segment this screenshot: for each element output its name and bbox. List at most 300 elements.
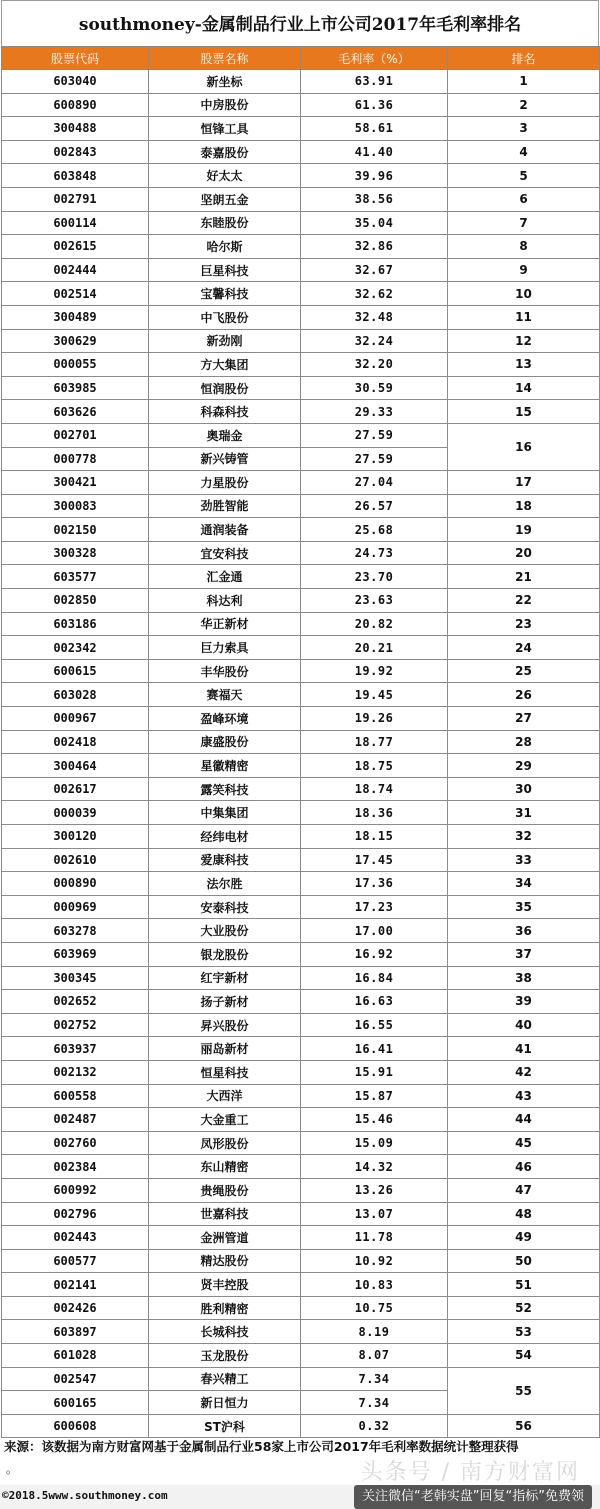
- rank-cell: 52: [448, 1296, 600, 1320]
- stock-code-cell: 300120: [2, 825, 149, 849]
- gross-margin-cell: 32.48: [301, 305, 448, 329]
- stock-name-cell: 中房股份: [149, 93, 301, 117]
- table-row: [2, 707, 600, 731]
- stock-code-cell: 600890: [2, 93, 149, 117]
- rank-cell: 38: [448, 966, 600, 990]
- stock-code-cell: 002547: [2, 1367, 149, 1391]
- gross-margin-cell: 15.91: [301, 1060, 448, 1084]
- stock-name-cell: 大西洋: [149, 1084, 301, 1108]
- table-row: [2, 1178, 600, 1202]
- watermark: 头条号 / 南方财富网: [360, 1460, 580, 1485]
- rank-cell: 54: [448, 1344, 600, 1368]
- bottom-bar: [0, 1485, 600, 1509]
- table-row: [2, 1273, 600, 1297]
- gross-margin-cell: 16.55: [301, 1013, 448, 1037]
- stock-name-cell: 贤丰控股: [149, 1273, 301, 1297]
- gross-margin-cell: 20.82: [301, 612, 448, 636]
- rank-cell: 13: [448, 353, 600, 377]
- rank-cell: 36: [448, 919, 600, 943]
- rank-cell: 15: [448, 400, 600, 424]
- stock-code-cell: 603848: [2, 164, 149, 188]
- stock-code-cell: 300328: [2, 541, 149, 565]
- table-row: [2, 1155, 600, 1179]
- stock-code-cell: 002752: [2, 1013, 149, 1037]
- stock-name-cell: 中集集团: [149, 801, 301, 825]
- gross-margin-cell: 19.26: [301, 707, 448, 731]
- stock-code-cell: 002514: [2, 282, 149, 306]
- table-row: [2, 848, 600, 872]
- stock-name-cell: 贵绳股份: [149, 1178, 301, 1202]
- table-row: [2, 801, 600, 825]
- stock-code-cell: 002426: [2, 1296, 149, 1320]
- table-row: [2, 93, 600, 117]
- stock-name-cell: 露笑科技: [149, 777, 301, 801]
- table-row: [2, 376, 600, 400]
- rank-cell: 37: [448, 942, 600, 966]
- rank-cell: 23: [448, 612, 600, 636]
- rank-cell: 26: [448, 683, 600, 707]
- stock-code-cell: 000890: [2, 872, 149, 896]
- table-row: [2, 1202, 600, 1226]
- stock-name-cell: 安泰科技: [149, 895, 301, 919]
- site-url: ©2018.5www.southmoney.com: [2, 1489, 168, 1502]
- stock-name-cell: 精达股份: [149, 1249, 301, 1273]
- gross-margin-cell: 61.36: [301, 93, 448, 117]
- rank-cell: 19: [448, 518, 600, 542]
- gross-margin-cell: 19.45: [301, 683, 448, 707]
- table-row: [2, 1037, 600, 1061]
- table-row: [2, 1108, 600, 1132]
- stock-name-cell: 丰华股份: [149, 659, 301, 683]
- stock-name-cell: 宝馨科技: [149, 282, 301, 306]
- stock-code-cell: 603278: [2, 919, 149, 943]
- stock-code-cell: 600992: [2, 1178, 149, 1202]
- stock-name-cell: 泰嘉股份: [149, 140, 301, 164]
- stock-name-cell: ST沪科: [149, 1414, 301, 1438]
- stock-code-cell: 603897: [2, 1320, 149, 1344]
- stock-name-cell: 经纬电材: [149, 825, 301, 849]
- table-row: [2, 117, 600, 141]
- gross-margin-cell: 32.86: [301, 235, 448, 259]
- stock-code-cell: 002444: [2, 258, 149, 282]
- stock-code-cell: 600114: [2, 211, 149, 235]
- wechat-banner: 关注微信“老韩实盘”回复“指标”免费领: [354, 1485, 592, 1509]
- gross-margin-cell: 13.26: [301, 1178, 448, 1202]
- rank-cell: 45: [448, 1131, 600, 1155]
- stock-code-cell: 600608: [2, 1414, 149, 1438]
- gross-margin-cell: 17.36: [301, 872, 448, 896]
- gross-margin-cell: 41.40: [301, 140, 448, 164]
- rank-cell: 18: [448, 494, 600, 518]
- table-row: [2, 518, 600, 542]
- stock-code-cell: 300488: [2, 117, 149, 141]
- gross-margin-cell: 24.73: [301, 541, 448, 565]
- table-row: [2, 990, 600, 1014]
- rank-cell: 3: [448, 117, 600, 141]
- stock-code-cell: 603577: [2, 565, 149, 589]
- stock-code-cell: 603040: [2, 70, 149, 94]
- table-row: [2, 164, 600, 188]
- rank-cell: 34: [448, 872, 600, 896]
- stock-name-cell: 星徽精密: [149, 754, 301, 778]
- stock-name-cell: 大业股份: [149, 919, 301, 943]
- table-row: [2, 140, 600, 164]
- gross-margin-cell: 35.04: [301, 211, 448, 235]
- rank-cell: 14: [448, 376, 600, 400]
- rank-cell: 48: [448, 1202, 600, 1226]
- gross-margin-cell: 23.70: [301, 565, 448, 589]
- stock-name-cell: 通润装备: [149, 518, 301, 542]
- gross-margin-cell: 18.36: [301, 801, 448, 825]
- rank-cell: 46: [448, 1155, 600, 1179]
- gross-margin-cell: 17.23: [301, 895, 448, 919]
- stock-name-cell: 东山精密: [149, 1155, 301, 1179]
- stock-name-cell: 长城科技: [149, 1320, 301, 1344]
- table-row: [2, 1131, 600, 1155]
- gross-margin-cell: 32.67: [301, 258, 448, 282]
- stock-name-cell: 凤形股份: [149, 1131, 301, 1155]
- stock-name-cell: 法尔胜: [149, 872, 301, 896]
- stock-name-cell: 力星股份: [149, 471, 301, 495]
- gross-margin-cell: 18.74: [301, 777, 448, 801]
- header-stock-code: 股票代码: [2, 47, 149, 70]
- gross-margin-cell: 39.96: [301, 164, 448, 188]
- stock-code-cell: 002487: [2, 1108, 149, 1132]
- rank-cell: 53: [448, 1320, 600, 1344]
- stock-code-cell: 300489: [2, 305, 149, 329]
- stock-name-cell: 新兴铸管: [149, 447, 301, 471]
- stock-name-cell: 恒锋工具: [149, 117, 301, 141]
- table-row: [2, 423, 600, 447]
- rank-cell: 33: [448, 848, 600, 872]
- source-note-tail: 。: [6, 1462, 19, 1476]
- stock-name-cell: 巨力索具: [149, 636, 301, 660]
- gross-margin-cell: 29.33: [301, 400, 448, 424]
- gross-margin-cell: 23.63: [301, 589, 448, 613]
- stock-code-cell: 002791: [2, 187, 149, 211]
- stock-name-cell: 恒星科技: [149, 1060, 301, 1084]
- rank-cell: 12: [448, 329, 600, 353]
- table-row: [2, 966, 600, 990]
- table-row: [2, 754, 600, 778]
- stock-code-cell: 002342: [2, 636, 149, 660]
- table-row: [2, 1226, 600, 1250]
- stock-code-cell: 300345: [2, 966, 149, 990]
- rank-cell: 43: [448, 1084, 600, 1108]
- gross-margin-cell: 10.92: [301, 1249, 448, 1273]
- gross-margin-cell: 58.61: [301, 117, 448, 141]
- stock-code-cell: 002150: [2, 518, 149, 542]
- table-row: [2, 471, 600, 495]
- stock-code-cell: 002796: [2, 1202, 149, 1226]
- stock-name-cell: 方大集团: [149, 353, 301, 377]
- stock-name-cell: 世嘉科技: [149, 1202, 301, 1226]
- table-row: [2, 565, 600, 589]
- rank-cell: 49: [448, 1226, 600, 1250]
- table-row: [2, 1084, 600, 1108]
- gross-margin-cell: 32.24: [301, 329, 448, 353]
- header-rank: 排名: [448, 47, 600, 70]
- table-row: [2, 895, 600, 919]
- rank-cell: 8: [448, 235, 600, 259]
- stock-code-cell: 601028: [2, 1344, 149, 1368]
- gross-margin-cell: 32.62: [301, 282, 448, 306]
- rank-cell: 55: [448, 1367, 600, 1414]
- rank-cell: 39: [448, 990, 600, 1014]
- stock-code-cell: 002701: [2, 423, 149, 447]
- stock-code-cell: 002443: [2, 1226, 149, 1250]
- table-row: [2, 211, 600, 235]
- stock-name-cell: 银龙股份: [149, 942, 301, 966]
- table-row: [2, 872, 600, 896]
- stock-code-cell: 002617: [2, 777, 149, 801]
- table-row: [2, 825, 600, 849]
- stock-code-cell: 002141: [2, 1273, 149, 1297]
- table-header-row: [2, 47, 600, 70]
- gross-margin-cell: 16.92: [301, 942, 448, 966]
- rank-cell: 11: [448, 305, 600, 329]
- gross-margin-cell: 13.07: [301, 1202, 448, 1226]
- table-row: [2, 730, 600, 754]
- table-row: [2, 612, 600, 636]
- stock-code-cell: 603028: [2, 683, 149, 707]
- table-row: [2, 1320, 600, 1344]
- table-row: [2, 683, 600, 707]
- gross-margin-cell: 18.77: [301, 730, 448, 754]
- gross-margin-cell: 32.20: [301, 353, 448, 377]
- stock-name-cell: 康盛股份: [149, 730, 301, 754]
- stock-name-cell: 华正新材: [149, 612, 301, 636]
- table-row: [2, 282, 600, 306]
- stock-code-cell: 603969: [2, 942, 149, 966]
- stock-name-cell: 胜利精密: [149, 1296, 301, 1320]
- gross-margin-cell: 63.91: [301, 70, 448, 94]
- rank-cell: 20: [448, 541, 600, 565]
- stock-name-cell: 新日恒力: [149, 1391, 301, 1415]
- table-row: [2, 258, 600, 282]
- header-stock-name: 股票名称: [149, 47, 301, 70]
- stock-code-cell: 600558: [2, 1084, 149, 1108]
- gross-margin-cell: 16.84: [301, 966, 448, 990]
- stock-name-cell: 东睦股份: [149, 211, 301, 235]
- rank-cell: 25: [448, 659, 600, 683]
- table-row: [2, 1013, 600, 1037]
- stock-code-cell: 000778: [2, 447, 149, 471]
- rank-cell: 44: [448, 1108, 600, 1132]
- stock-code-cell: 600165: [2, 1391, 149, 1415]
- stock-name-cell: 巨星科技: [149, 258, 301, 282]
- table-row: [2, 1367, 600, 1391]
- stock-code-cell: 600615: [2, 659, 149, 683]
- rank-cell: 7: [448, 211, 600, 235]
- source-note: 来源：该数据为南方财富网基于金属制品行业58家上市公司2017年毛利率数据统计整理获得: [4, 1439, 519, 1454]
- table-row: [2, 541, 600, 565]
- rank-cell: 51: [448, 1273, 600, 1297]
- stock-code-cell: 300421: [2, 471, 149, 495]
- rank-cell: 21: [448, 565, 600, 589]
- stock-name-cell: 大金重工: [149, 1108, 301, 1132]
- gross-margin-cell: 18.15: [301, 825, 448, 849]
- gross-margin-cell: 8.07: [301, 1344, 448, 1368]
- rank-cell: 5: [448, 164, 600, 188]
- stock-code-cell: 002843: [2, 140, 149, 164]
- table-row: [2, 777, 600, 801]
- rank-cell: 35: [448, 895, 600, 919]
- rank-cell: 32: [448, 825, 600, 849]
- stock-code-cell: 600577: [2, 1249, 149, 1273]
- header-gross-margin: 毛利率（%）: [301, 47, 448, 70]
- stock-name-cell: 科达利: [149, 589, 301, 613]
- stock-name-cell: 坚朗五金: [149, 187, 301, 211]
- table-row: [2, 659, 600, 683]
- stock-name-cell: 红宇新材: [149, 966, 301, 990]
- rank-cell: 28: [448, 730, 600, 754]
- rank-cell: 4: [448, 140, 600, 164]
- rank-cell: 1: [448, 70, 600, 94]
- rank-cell: 47: [448, 1178, 600, 1202]
- rank-cell: 9: [448, 258, 600, 282]
- stock-name-cell: 好太太: [149, 164, 301, 188]
- stock-code-cell: 000039: [2, 801, 149, 825]
- table-row: [2, 305, 600, 329]
- stock-code-cell: 603186: [2, 612, 149, 636]
- rank-cell: 56: [448, 1414, 600, 1438]
- stock-name-cell: 中飞股份: [149, 305, 301, 329]
- rank-cell: 50: [448, 1249, 600, 1273]
- stock-code-cell: 300083: [2, 494, 149, 518]
- stock-name-cell: 劲胜智能: [149, 494, 301, 518]
- stock-code-cell: 603985: [2, 376, 149, 400]
- rank-cell: 2: [448, 93, 600, 117]
- stock-code-cell: 002760: [2, 1131, 149, 1155]
- stock-name-cell: 昇兴股份: [149, 1013, 301, 1037]
- table-row: [2, 1414, 600, 1438]
- gross-margin-cell: 15.46: [301, 1108, 448, 1132]
- stock-name-cell: 新劲刚: [149, 329, 301, 353]
- stock-code-cell: 002610: [2, 848, 149, 872]
- gross-margin-cell: 14.32: [301, 1155, 448, 1179]
- table-row: [2, 70, 600, 94]
- stock-name-cell: 恒润股份: [149, 376, 301, 400]
- stock-code-cell: 002652: [2, 990, 149, 1014]
- ranking-table: [1, 46, 600, 1438]
- stock-name-cell: 奥瑞金: [149, 423, 301, 447]
- table-row: [2, 1249, 600, 1273]
- gross-margin-cell: 10.75: [301, 1296, 448, 1320]
- stock-name-cell: 赛福天: [149, 683, 301, 707]
- gross-margin-cell: 17.45: [301, 848, 448, 872]
- rank-cell: 27: [448, 707, 600, 731]
- gross-margin-cell: 16.63: [301, 990, 448, 1014]
- table-row: [2, 1296, 600, 1320]
- rank-cell: 24: [448, 636, 600, 660]
- stock-code-cell: 002384: [2, 1155, 149, 1179]
- stock-name-cell: 爱康科技: [149, 848, 301, 872]
- table-body: [2, 70, 600, 1438]
- stock-code-cell: 603937: [2, 1037, 149, 1061]
- rank-cell: 31: [448, 801, 600, 825]
- gross-margin-cell: 10.83: [301, 1273, 448, 1297]
- table-row: [2, 235, 600, 259]
- table-row: [2, 942, 600, 966]
- gross-margin-cell: 0.32: [301, 1414, 448, 1438]
- stock-name-cell: 扬子新材: [149, 990, 301, 1014]
- stock-name-cell: 哈尔斯: [149, 235, 301, 259]
- table-row: [2, 589, 600, 613]
- gross-margin-cell: 17.00: [301, 919, 448, 943]
- stock-name-cell: 新坐标: [149, 70, 301, 94]
- stock-code-cell: 603626: [2, 400, 149, 424]
- page-title: southmoney-金属制品行业上市公司2017年毛利率排名: [1, 0, 599, 46]
- stock-name-cell: 春兴精工: [149, 1367, 301, 1391]
- table-row: [2, 353, 600, 377]
- rank-cell: 6: [448, 187, 600, 211]
- gross-margin-cell: 30.59: [301, 376, 448, 400]
- stock-name-cell: 科森科技: [149, 400, 301, 424]
- rank-cell: 29: [448, 754, 600, 778]
- gross-margin-cell: 26.57: [301, 494, 448, 518]
- stock-name-cell: 丽岛新材: [149, 1037, 301, 1061]
- rank-cell: 22: [448, 589, 600, 613]
- gross-margin-cell: 27.04: [301, 471, 448, 495]
- stock-code-cell: 000969: [2, 895, 149, 919]
- gross-margin-cell: 8.19: [301, 1320, 448, 1344]
- table-row: [2, 1060, 600, 1084]
- stock-code-cell: 002418: [2, 730, 149, 754]
- stock-name-cell: 金洲管道: [149, 1226, 301, 1250]
- rank-cell: 30: [448, 777, 600, 801]
- gross-margin-cell: 27.59: [301, 447, 448, 471]
- table-row: [2, 1344, 600, 1368]
- rank-cell: 10: [448, 282, 600, 306]
- gross-margin-cell: 18.75: [301, 754, 448, 778]
- table-row: [2, 329, 600, 353]
- stock-code-cell: 000055: [2, 353, 149, 377]
- gross-margin-cell: 38.56: [301, 187, 448, 211]
- rank-cell: 41: [448, 1037, 600, 1061]
- gross-margin-cell: 25.68: [301, 518, 448, 542]
- gross-margin-cell: 7.34: [301, 1367, 448, 1391]
- table-row: [2, 494, 600, 518]
- gross-margin-cell: 11.78: [301, 1226, 448, 1250]
- gross-margin-cell: 16.41: [301, 1037, 448, 1061]
- rank-cell: 40: [448, 1013, 600, 1037]
- gross-margin-cell: 15.09: [301, 1131, 448, 1155]
- stock-code-cell: 300464: [2, 754, 149, 778]
- gross-margin-cell: 19.92: [301, 659, 448, 683]
- stock-name-cell: 盈峰环境: [149, 707, 301, 731]
- rank-cell: 17: [448, 471, 600, 495]
- stock-code-cell: 300629: [2, 329, 149, 353]
- stock-code-cell: 002850: [2, 589, 149, 613]
- stock-name-cell: 宜安科技: [149, 541, 301, 565]
- rank-cell: 16: [448, 423, 600, 470]
- table-row: [2, 400, 600, 424]
- rank-cell: 42: [448, 1060, 600, 1084]
- gross-margin-cell: 15.87: [301, 1084, 448, 1108]
- gross-margin-cell: 7.34: [301, 1391, 448, 1415]
- stock-code-cell: 002615: [2, 235, 149, 259]
- stock-code-cell: 000967: [2, 707, 149, 731]
- stock-name-cell: 汇金通: [149, 565, 301, 589]
- gross-margin-cell: 20.21: [301, 636, 448, 660]
- stock-name-cell: 玉龙股份: [149, 1344, 301, 1368]
- table-row: [2, 636, 600, 660]
- stock-code-cell: 002132: [2, 1060, 149, 1084]
- table-row: [2, 187, 600, 211]
- table-row: [2, 919, 600, 943]
- gross-margin-cell: 27.59: [301, 423, 448, 447]
